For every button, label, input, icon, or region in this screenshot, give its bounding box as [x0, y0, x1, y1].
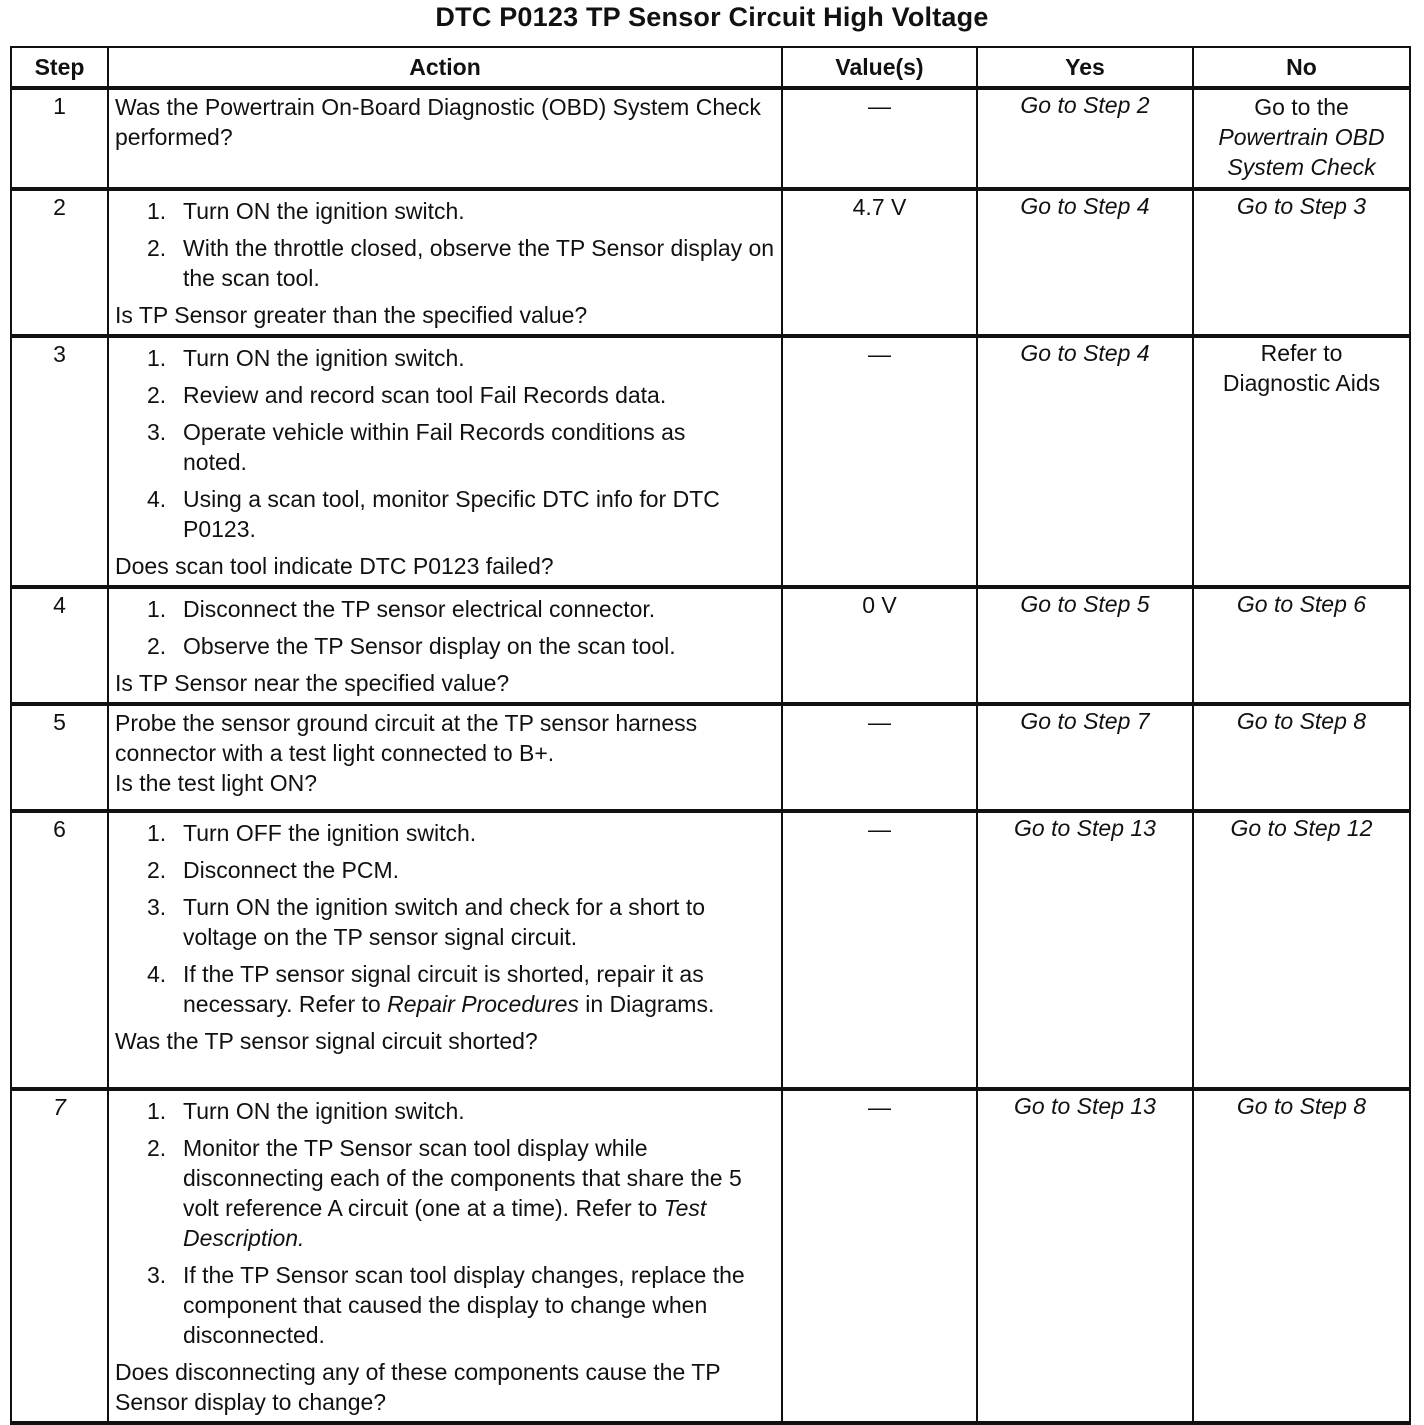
action-item: 2. With the throttle closed, observe the TP Sensor display on the scan tool. — [147, 235, 775, 291]
no-cell: Go to Step 8 — [1193, 1089, 1410, 1423]
action-text: Was the Powertrain On-Board Diagnostic (OBD) System Check performed? — [115, 94, 761, 150]
no-text-plain: Go to the — [1254, 94, 1349, 120]
value-cell: — — [782, 88, 977, 189]
value-cell: 0 V — [782, 587, 977, 704]
action-item: 3. If the TP Sensor scan tool display changes, replace the component that caused the display to change when disconnected. — [147, 1262, 745, 1348]
action-item: 1. Turn OFF the ignition switch. — [147, 820, 477, 846]
action-item: 4. Using a scan tool, monitor Specific DTC info for DTC P0123. — [147, 486, 720, 542]
no-cell: Go to Step 8 — [1193, 704, 1410, 811]
page-title: DTC P0123 TP Sensor Circuit High Voltage — [435, 2, 989, 32]
action-question: Is TP Sensor near the specified value? — [115, 670, 510, 696]
action-item: 1. Disconnect the TP sensor electrical connector. — [147, 596, 656, 622]
action-item: 1. Turn ON the ignition switch. — [147, 198, 465, 224]
value-cell: — — [782, 704, 977, 811]
action-question: Does disconnecting any of these components cause the TP Sensor display to change? — [115, 1359, 721, 1415]
table-row-step-3 — [11, 336, 1410, 587]
no-cell: Refer to Diagnostic Aids — [1193, 336, 1410, 587]
header-values: Value(s) — [782, 47, 977, 88]
step-number: 7 — [11, 1089, 108, 1423]
action-cell — [108, 189, 782, 336]
table-row-step-6 — [11, 811, 1410, 1089]
action-cell — [108, 88, 782, 189]
table-row-step-1 — [11, 88, 1410, 189]
yes-cell: Go to Step 4 — [977, 336, 1193, 587]
action-item: 3. Operate vehicle within Fail Records conditions as noted. — [147, 419, 686, 475]
value-cell: — — [782, 1089, 977, 1423]
value-cell: — — [782, 811, 977, 1089]
yes-cell: Go to Step 13 — [977, 811, 1193, 1089]
header-no: No — [1193, 47, 1410, 88]
header-action: Action — [108, 47, 782, 88]
action-text: Probe the sensor ground circuit at the TP sensor harness connector with a test light connected to B+. — [115, 710, 698, 766]
step-number: 6 — [11, 811, 108, 1089]
step-number: 1 — [11, 88, 108, 189]
action-item: 2. Observe the TP Sensor display on the scan tool. — [147, 633, 676, 659]
action-item: 1. Turn ON the ignition switch. — [147, 345, 465, 371]
action-cell — [108, 587, 782, 704]
yes-cell: Go to Step 7 — [977, 704, 1193, 811]
table-row-step-7 — [11, 1089, 1410, 1423]
action-item: 2. Disconnect the PCM. — [147, 857, 400, 883]
yes-cell: Go to Step 2 — [977, 88, 1193, 189]
table-header-row — [11, 47, 1410, 88]
action-cell — [108, 704, 782, 811]
step-number: 2 — [11, 189, 108, 336]
step-number: 3 — [11, 336, 108, 587]
action-item: 3. Turn ON the ignition switch and check for a short to voltage on the TP sensor signal circuit. — [147, 894, 706, 950]
value-cell: 4.7 V — [782, 189, 977, 336]
action-item: 2. Review and record scan tool Fail Records data. — [147, 382, 667, 408]
action-item: 4. If the TP sensor signal circuit is shorted, repair it as necessary. Refer to Repair Procedures in Diagrams. — [147, 961, 715, 1017]
action-item: 2. Monitor the TP Sensor scan tool display while disconnecting each of the components that share the 5 volt reference A circuit (one at a time). Refer to Test Description. — [147, 1135, 742, 1251]
action-cell — [108, 1089, 782, 1423]
yes-cell: Go to Step 4 — [977, 189, 1193, 336]
action-question: Is the test light ON? — [115, 770, 317, 796]
action-item: 1. Turn ON the ignition switch. — [147, 1098, 465, 1124]
header-step: Step — [11, 47, 108, 88]
diagnostic-table — [10, 46, 1411, 1425]
no-cell: Go to Step 6 — [1193, 587, 1410, 704]
action-question: Does scan tool indicate DTC P0123 failed? — [115, 553, 554, 579]
yes-cell: Go to Step 5 — [977, 587, 1193, 704]
action-question: Is TP Sensor greater than the specified value? — [115, 302, 588, 328]
table-row-step-4 — [11, 587, 1410, 704]
header-yes: Yes — [977, 47, 1193, 88]
no-cell: Go to Step 3 — [1193, 189, 1410, 336]
step-number: 4 — [11, 587, 108, 704]
no-text-link: Powertrain OBD System Check — [1218, 124, 1385, 180]
action-question: Was the TP sensor signal circuit shorted? — [115, 1028, 538, 1054]
step-number: 5 — [11, 704, 108, 811]
no-cell — [1193, 88, 1410, 189]
yes-cell: Go to Step 13 — [977, 1089, 1193, 1423]
action-cell — [108, 336, 782, 587]
no-cell: Go to Step 12 — [1193, 811, 1410, 1089]
table-row-step-2 — [11, 189, 1410, 336]
table-row-step-5 — [11, 704, 1410, 811]
value-cell: — — [782, 336, 977, 587]
action-cell — [108, 811, 782, 1089]
